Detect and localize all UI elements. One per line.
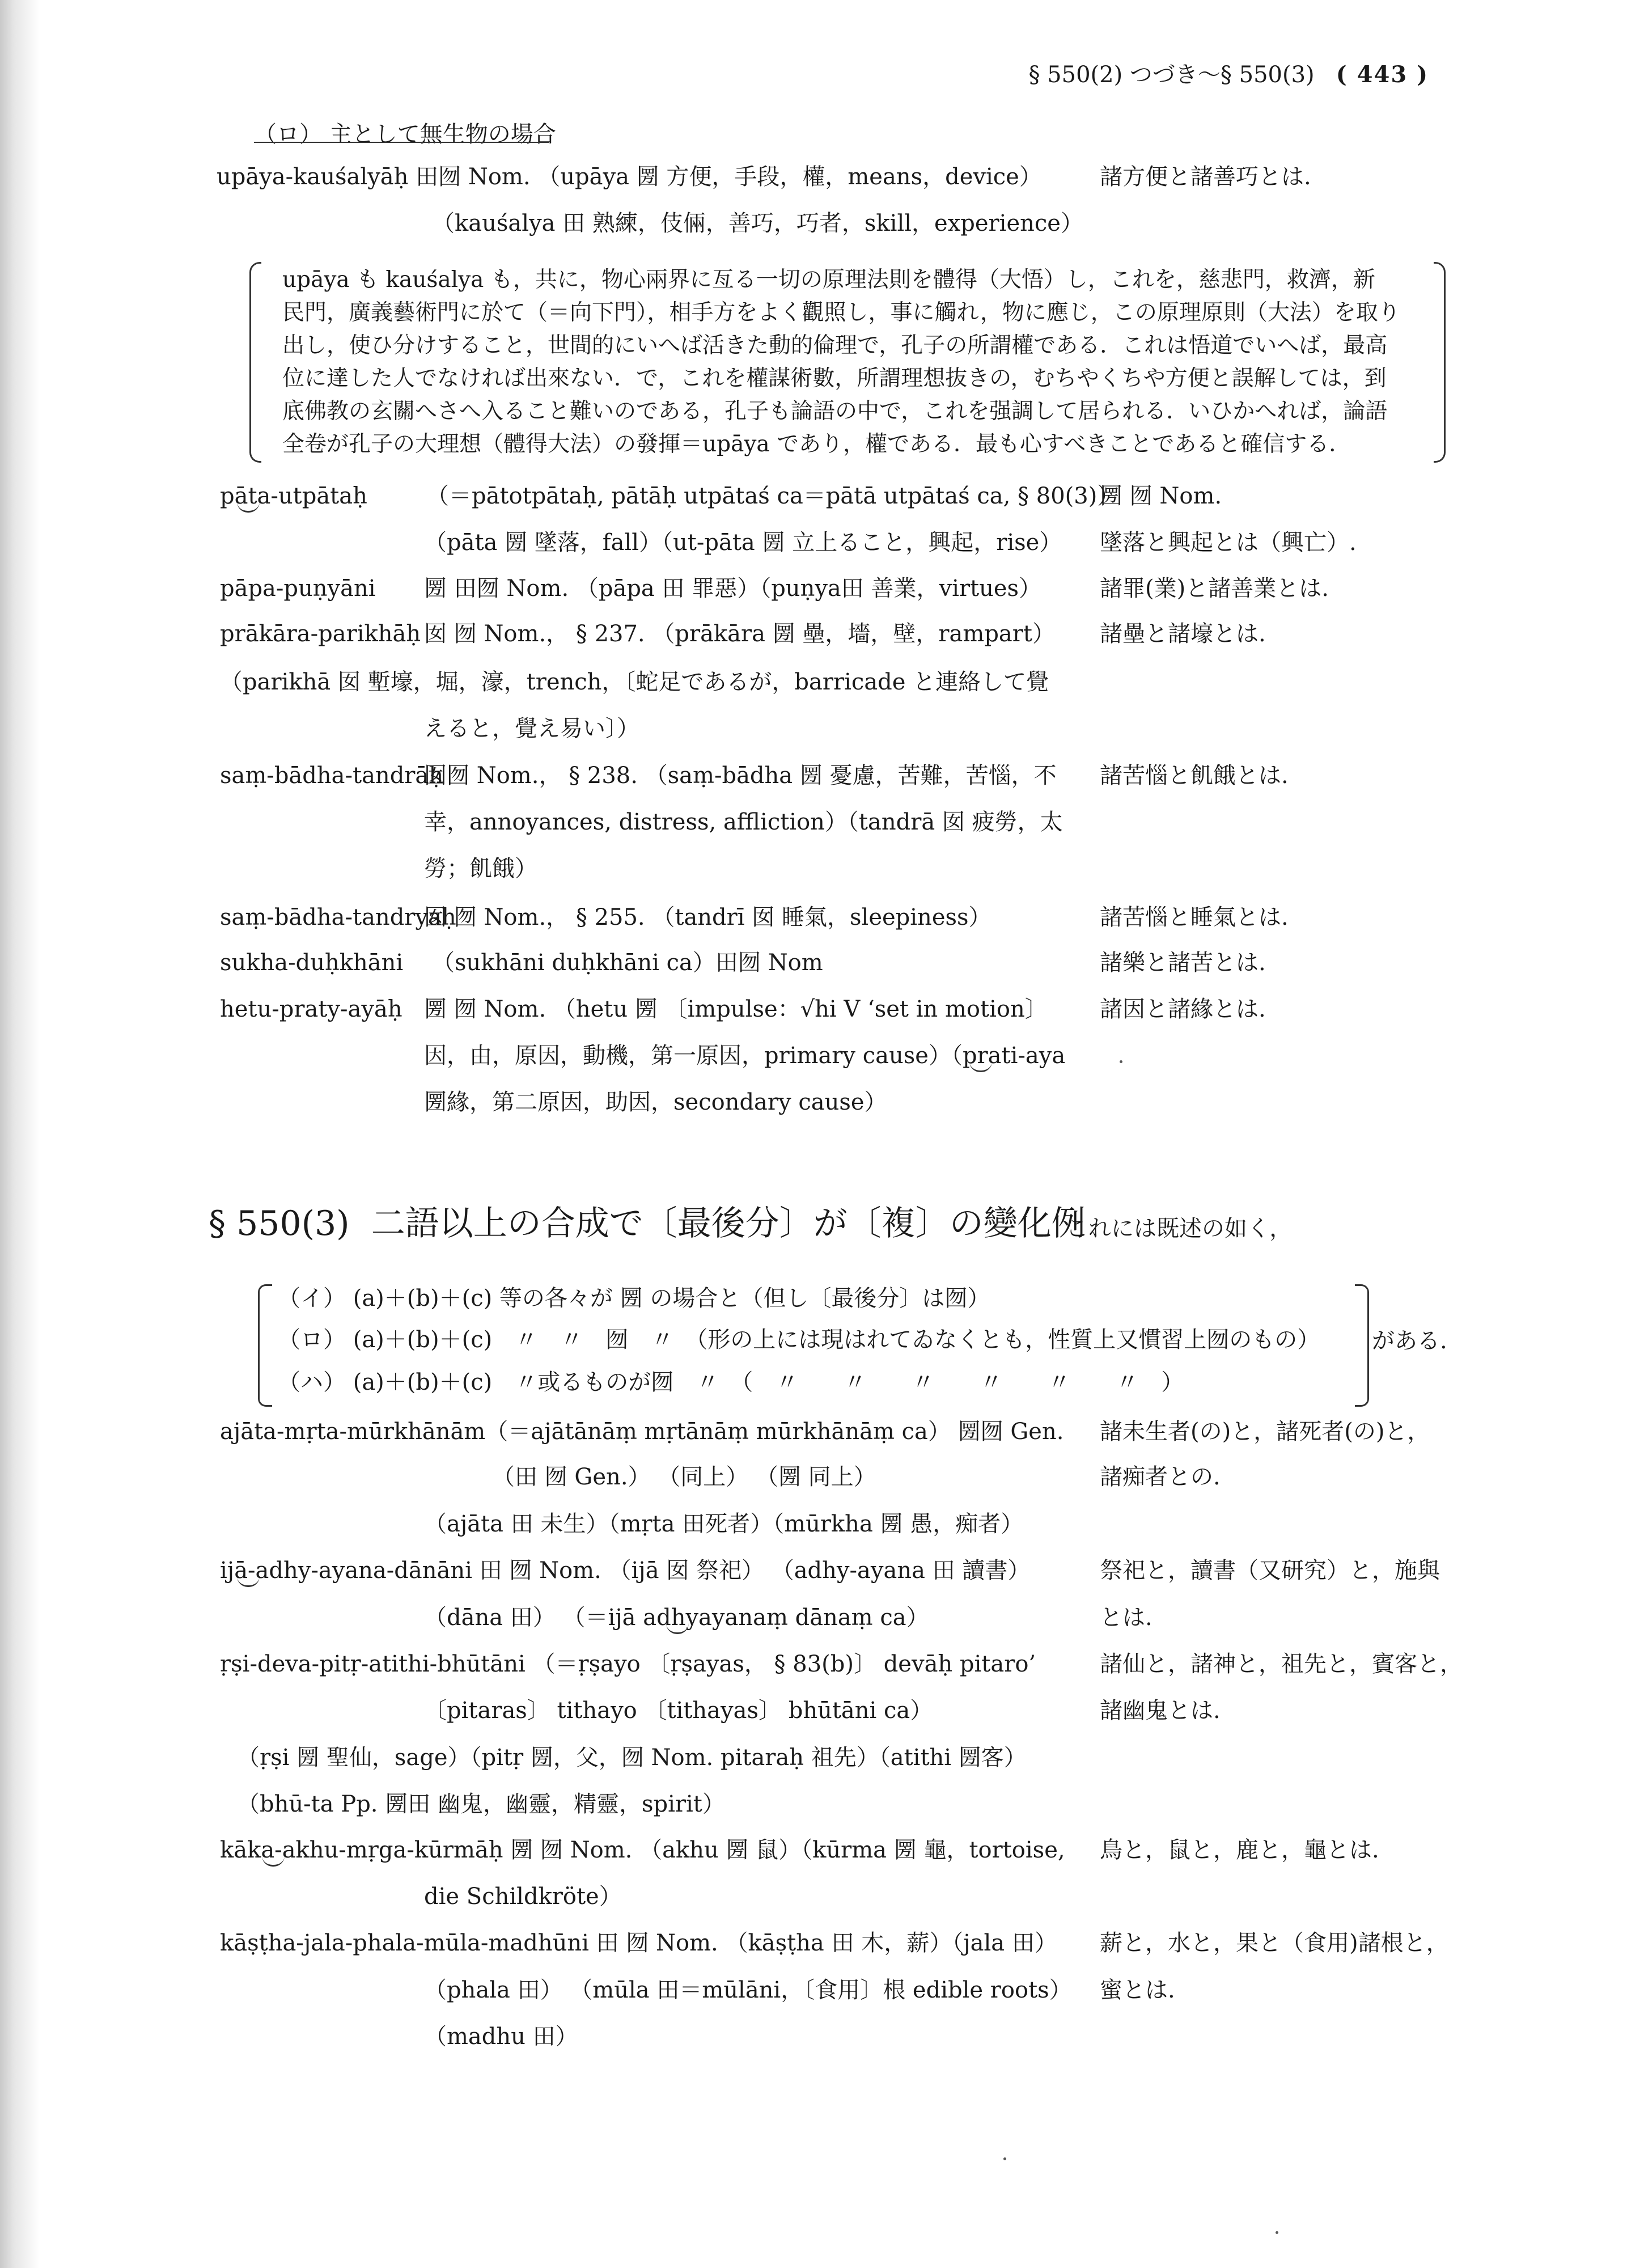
boxed-note-line: 底佛教の玄關へさへ入ること難いのである，孔子も論語の中で，これを强調して居られる．いひかへれば，論語 — [282, 399, 1388, 424]
entry-term: saṃ-bādha-tandrāḥ — [220, 763, 444, 789]
entry-definition: （sukhāni duḥkhāni ca）田囫 Nom — [432, 950, 823, 976]
entry-grammar: 圐 囫 Nom. — [1100, 483, 1222, 509]
entry-definition: えると，覺え易い〕） — [424, 716, 639, 742]
entry-definition: 圐緣，第二原因，助因，secondary cause） — [424, 1089, 887, 1115]
entry-definition: （pāta 圐 墜落，fall）（ut-pāta 圐 立上ること，興起，rise） — [424, 530, 1062, 556]
entry-term: pāta-utpātaḥ — [220, 483, 367, 509]
right-brace — [1355, 1284, 1369, 1407]
entry-upaya-line1: upāya-kauśalyāḥ 田囫 Nom. （upāya 圐 方便，手段，權，means，device） — [217, 164, 1042, 190]
subheading: （ロ） 主として無生物の場合 — [254, 121, 556, 147]
entry-term: hetu-praty-ayāḥ — [220, 996, 402, 1022]
entry-definition: 〔pitaras〕 tithayo 〔tithayas〕 bhūtāni ca） — [424, 1698, 933, 1724]
entry-definition: （＝pātotpātaḥ, pātāḥ utpātaś ca＝pātā utpātaś ca, § 80(3)） — [426, 483, 1120, 509]
entry-meaning: 諸樂と諸苦とは. — [1100, 950, 1266, 976]
section-note: これには既述の如く， — [1066, 1216, 1293, 1242]
running-title: § 550(2) つづき～§ 550(3) — [1028, 62, 1315, 88]
running-header — [1028, 57, 1429, 89]
right-paren-bracket — [1434, 262, 1446, 463]
entry-definition: ajāta-mṛta-mūrkhānām（＝ajātānāṃ mṛtānāṃ mūrkhānāṃ ca） 圐囫 Gen. — [220, 1419, 1064, 1445]
entry-term: saṃ-bādha-tandryaḥ — [220, 904, 456, 930]
cases-suffix: がある. — [1372, 1328, 1447, 1354]
entry-meaning: 諸未生者(の)と，諸死者(の)と， — [1100, 1419, 1430, 1445]
entry-meaning: 諸因と諸緣とは. — [1100, 996, 1266, 1022]
liaison-mark — [262, 1856, 285, 1867]
boxed-note-line: 出し，使ひ分けすること，世間的にいへば活きた動的倫理で，孔子の所謂權である．これは悟道でいへば，最高 — [282, 333, 1388, 358]
boxed-note-line: 全卷が孔子の大理想（體得大法）の發揮＝upāya であり，權である．最も心すべきことであると確信する． — [282, 431, 1351, 457]
boxed-note-line: 民門，廣義藝術門に於て（＝向下門），相手方をよく觀照し，事に觸れ，物に應じ，この原理原則（大法）を取り — [282, 300, 1400, 325]
entry-term: prākāra-parikhāḥ — [220, 621, 421, 647]
left-brace — [258, 1284, 272, 1407]
boxed-note-line: 位に達した人でなければ出來ない．で，これを權謀術數，所謂理想抜きの，むちやくちや方便と誤解しては，到 — [282, 366, 1387, 391]
subheading-underline — [254, 142, 549, 143]
entry-definition: 因，由，原因，動機，第一原因，primary cause）（prati-aya — [424, 1043, 1066, 1069]
entry-definition: （田 囫 Gen.） （同上） （圐 同上） — [492, 1464, 876, 1490]
boxed-note-line: upāya も kauśalya も，共に，物心兩界に亙る一切の原理法則を體得（大悟）し，これを，慈悲門，救濟，新 — [282, 267, 1375, 293]
liaison-mark — [237, 502, 260, 513]
liaison-mark — [969, 1061, 992, 1072]
entry-definition: 囡 囫 Nom.， § 237. （prākāra 圐 壘，墻，壁，rampart） — [424, 621, 1055, 647]
liaison-mark — [666, 1623, 689, 1634]
entry-definition: 囡 囫 Nom.， § 255. （tandrī 囡 睡氣，sleepiness） — [424, 904, 992, 930]
left-paren-bracket — [249, 262, 261, 463]
entry-meaning: 蜜とは. — [1100, 1977, 1175, 2003]
section-heading — [209, 1196, 1086, 1245]
ink-speck — [1120, 1060, 1122, 1063]
entry-definition: ijā-adhy-ayana-dānāni 田 囫 Nom. （ijā 囡 祭祀） （adhy-ayana 田 讀書） — [220, 1558, 1031, 1584]
entry-meaning: 諸壘と諸壕とは. — [1100, 621, 1266, 647]
ink-speck — [1276, 2231, 1278, 2234]
entry-meaning: 諸罪(業)と諸善業とは. — [1100, 576, 1329, 602]
entry-definition: ṛṣi-deva-pitṛ-atithi-bhūtāni （＝ṛṣayo 〔ṛṣayas， § 83(b)〕 devāḥ pitaro’ — [220, 1651, 1036, 1677]
entry-definition: kāṣṭha-jala-phala-mūla-madhūni 田 囫 Nom. （kāṣṭha 田 木，薪）（jala 田） — [220, 1930, 1057, 1956]
page-number: ( 443 ) — [1336, 61, 1429, 88]
entry-definition: （bhū-ta Pp. 圐田 幽鬼，幽靈，精靈，spirit） — [237, 1791, 725, 1817]
entry-definition: （phala 田） （mūla 田＝mūlāni，〔食用〕根 edible roots） — [424, 1977, 1072, 2003]
scan-shadow — [0, 0, 40, 2268]
entry-term: sukha-duḥkhāni — [220, 950, 404, 976]
boxed-note — [249, 262, 1446, 459]
entry-meaning: 祭祀と，讀書（又研究）と，施與 — [1100, 1558, 1440, 1584]
entry-upaya-meaning: 諸方便と諸善巧とは. — [1100, 164, 1311, 190]
entry-definition: （parikhā 囡 塹壕，堀，濠，trench，〔蛇足であるが，barricade と連絡して覺 — [220, 669, 1049, 695]
entry-definition: 幸，annoyances, distress, affliction）（tandrā 囡 疲勞，太 — [424, 809, 1063, 835]
entry-meaning: 諸苦惱と睡氣とは. — [1100, 904, 1289, 930]
case-line: （ロ） (a)＋(b)＋(c) 〃 〃 囫 〃 （形の上には現はれてゐなくとも，性質上又慣習上囫のもの） — [278, 1327, 1320, 1353]
entry-definition: 囡囫 Nom.， § 238. （saṃ-bādha 圐 憂慮，苦難，苦惱，不 — [424, 763, 1057, 789]
entry-definition: 勞；飢餓） — [424, 856, 537, 882]
entry-meaning: 薪と，水と，果と（食用)諸根と， — [1100, 1930, 1449, 1956]
entry-meaning: 諸幽鬼とは. — [1100, 1698, 1221, 1724]
entry-definition: die Schildkröte） — [424, 1884, 622, 1910]
case-line: （イ） (a)＋(b)＋(c) 等の各々が 圐 の場合と（但し〔最後分〕は囫） — [278, 1285, 990, 1311]
entry-definition: kāka-akhu-mṛga-kūrmāḥ 圐 囫 Nom. （akhu 圐 鼠）（kūrma 圐 龜，tortoise, — [220, 1837, 1065, 1863]
section-title: 二語以上の合成で〔最後分〕が〔複〕の變化例 — [371, 1204, 1086, 1243]
entry-upaya-line2: （kauśalya 田 熟練，伎倆，善巧，巧者，skill，experience） — [432, 210, 1083, 236]
entry-meaning: とは. — [1100, 1605, 1153, 1631]
section-number: § 550(3) — [209, 1204, 350, 1243]
entry-meaning: 墜落と興起とは（興亡）. — [1100, 530, 1357, 556]
entry-meaning: 鳥と，鼠と，鹿と，龜とは. — [1100, 1837, 1379, 1863]
entry-meaning: 諸仙と，諸神と，祖先と，賓客と， — [1100, 1651, 1463, 1677]
entry-term: pāpa-puṇyāni — [220, 576, 376, 602]
entry-meaning: 諸苦惱と飢餓とは. — [1100, 763, 1289, 789]
entry-definition: （dāna 田） （＝ijā adhyayanaṃ dānaṃ ca） — [424, 1605, 929, 1631]
case-line: （ハ） (a)＋(b)＋(c) 〃或るものが囫 〃 （ 〃 〃 〃 〃 〃 〃 ） — [278, 1369, 1184, 1395]
entry-definition: 圐 囫 Nom. （hetu 圐 〔impulse：√hi V ‘set in motion〕 — [424, 996, 1048, 1022]
entry-definition: （ṛṣi 圐 聖仙，sage）（pitṛ 圐，父，囫 Nom. pitaraḥ 祖先）（atithi 圐客） — [237, 1745, 1027, 1771]
entry-meaning: 諸痴者との. — [1100, 1464, 1221, 1490]
entry-definition: （ajāta 田 未生）（mṛta 田死者）（mūrkha 圐 愚，痴者） — [424, 1511, 1024, 1537]
ink-speck — [1003, 2157, 1006, 2160]
liaison-mark — [237, 1576, 260, 1587]
entry-definition: 圐 田囫 Nom. （pāpa 田 罪惡）（puṇya田 善業，virtues） — [424, 576, 1042, 602]
entry-definition: （madhu 田） — [424, 2024, 578, 2050]
